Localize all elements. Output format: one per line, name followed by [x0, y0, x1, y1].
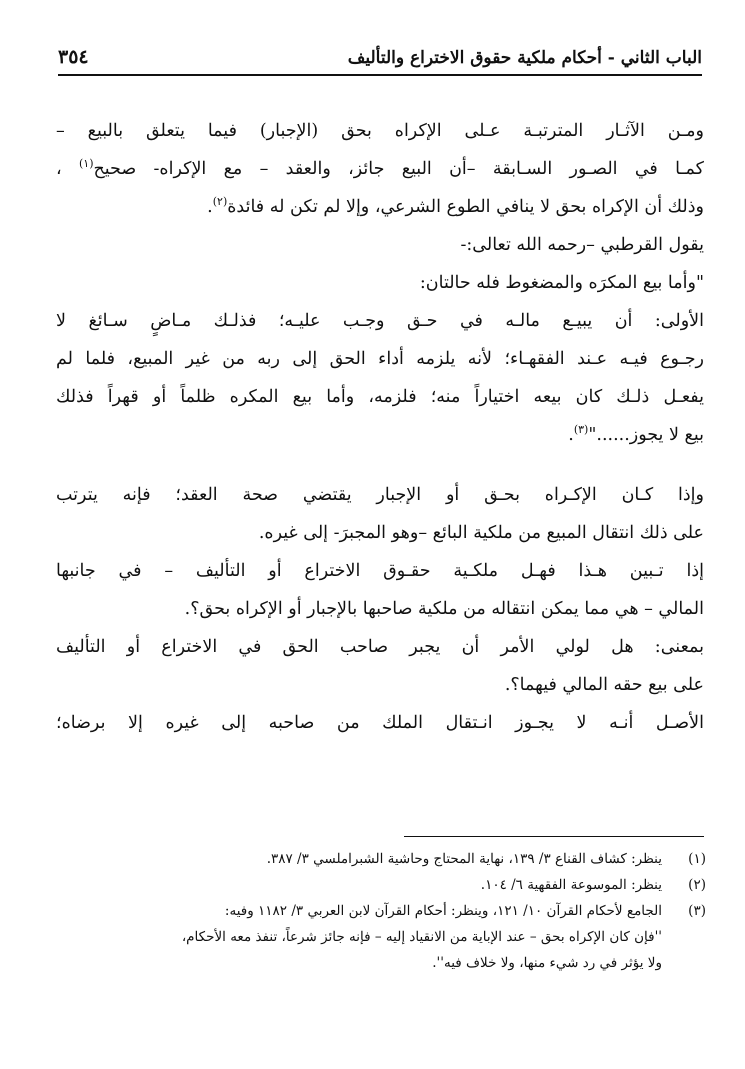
footnote-separator	[404, 836, 704, 837]
footnote-quote-line: ''فإن كان الإكراه بحق – عند الإباية من الانقياد إليه – فإنه جائز شرعاً، تنفذ معه الأحكام،	[181, 929, 662, 945]
text-line: على بيع حقه المالي فيهما؟.	[504, 675, 704, 695]
footnotes	[56, 846, 706, 976]
footnote-ref: (٢)	[212, 195, 228, 209]
text-line: الأصـل أنـه لا يجـوز انـتقال الملك من صاحبه إلى غيره إلا برضاه؛	[56, 713, 704, 733]
text-line: يفعـل ذلـك كان بيعه اختياراً منه؛ فلزمه، وأما بيع المكره ظلماً أو قهراً فذلك	[56, 387, 704, 407]
text-line: على ذلك انتقال المبيع من ملكية البائع –وهو المجبرَ- إلى غيره.	[258, 523, 704, 543]
footnote-number: (٢)	[688, 877, 706, 893]
text-line: "وأما بيع المكرَه والمضغوط فله حالتان:	[419, 273, 704, 293]
footnote-quote-line: ولا يؤثر في رد شيء منها، ولا خلاف فيه''.	[432, 955, 662, 971]
running-title: الباب الثاني - أحكام ملكية حقوق الاختراع والتأليف	[347, 48, 702, 68]
text-line: رجـوع فيـه عـند الفقهـاء؛ لأنه يلزمه أداء الحق إلى ربه من غير المبيع، فلما لم	[56, 349, 704, 369]
text-line: كمـا في الصـور السـابقة –أن البيع جائز، والعقد – مع الإكراه- صحيح$^{(١)}$ ،	[56, 157, 704, 179]
footnote	[56, 898, 706, 924]
text-line: المالي – هي مما يمكن انتقاله من ملكية صاحبها بالإجبار أو الإكراه بحق؟.	[184, 599, 704, 619]
footnote-text: ينظر: كشاف القناع ٣/ ١٣٩، نهاية المحتاج وحاشية الشبراملسي ٣/ ٣٨٧.	[266, 851, 662, 867]
text-line: بمعنى: هل لولي الأمر أن يجبر صاحب الحق في الاختراع أو التأليف	[56, 637, 704, 657]
footnote	[56, 872, 706, 898]
footnote-number: (٣)	[688, 903, 706, 919]
footnote-ref: (١)	[78, 157, 94, 171]
footnote-ref: (٣)	[573, 423, 589, 437]
page-header	[58, 28, 702, 76]
text-line: وذلك أن الإكراه بحق لا ينافي الطوع الشرعي، وإلا لم تكن له فائدة$^{(٢)}$.	[207, 195, 704, 217]
text-line: ومـن الآثـار المترتبـة عـلى الإكراه بحق (الإجبار) فيما يتعلق بالبيع –	[56, 121, 704, 141]
text-line: يقول القرطبي –رحمه الله تعالى:-	[460, 235, 704, 255]
text-line: وإذا كـان الإكـراه بحـق أو الإجبار يقتضي صحة العقد؛ فإنه يترتب	[56, 485, 704, 505]
footnote	[56, 846, 706, 872]
main-text	[56, 112, 704, 742]
footnote-text: الجامع لأحكام القرآن ١٠/ ١٢١، وينظر: أحكام القرآن لابن العربي ٣/ ١١٨٢ وفيه:	[224, 903, 662, 919]
footnote-number: (١)	[688, 851, 706, 867]
text-line: إذا تـبين هـذا فهـل ملكـية حقـوق الاختراع أو التأليف – في جانبها	[56, 561, 704, 581]
text-line: الأولى: أن يبيـع مالـه في حـق وجـب عليـه؛ فذلـك مـاضٍ سـائغ لا	[56, 311, 704, 331]
page-number: ٣٥٤	[58, 46, 89, 68]
text-line: بيع لا يجوز......"$^{(٣)}$.	[568, 423, 704, 445]
footnote-text: ينظر: الموسوعة الفقهية ٦/ ١٠٤.	[480, 877, 662, 893]
